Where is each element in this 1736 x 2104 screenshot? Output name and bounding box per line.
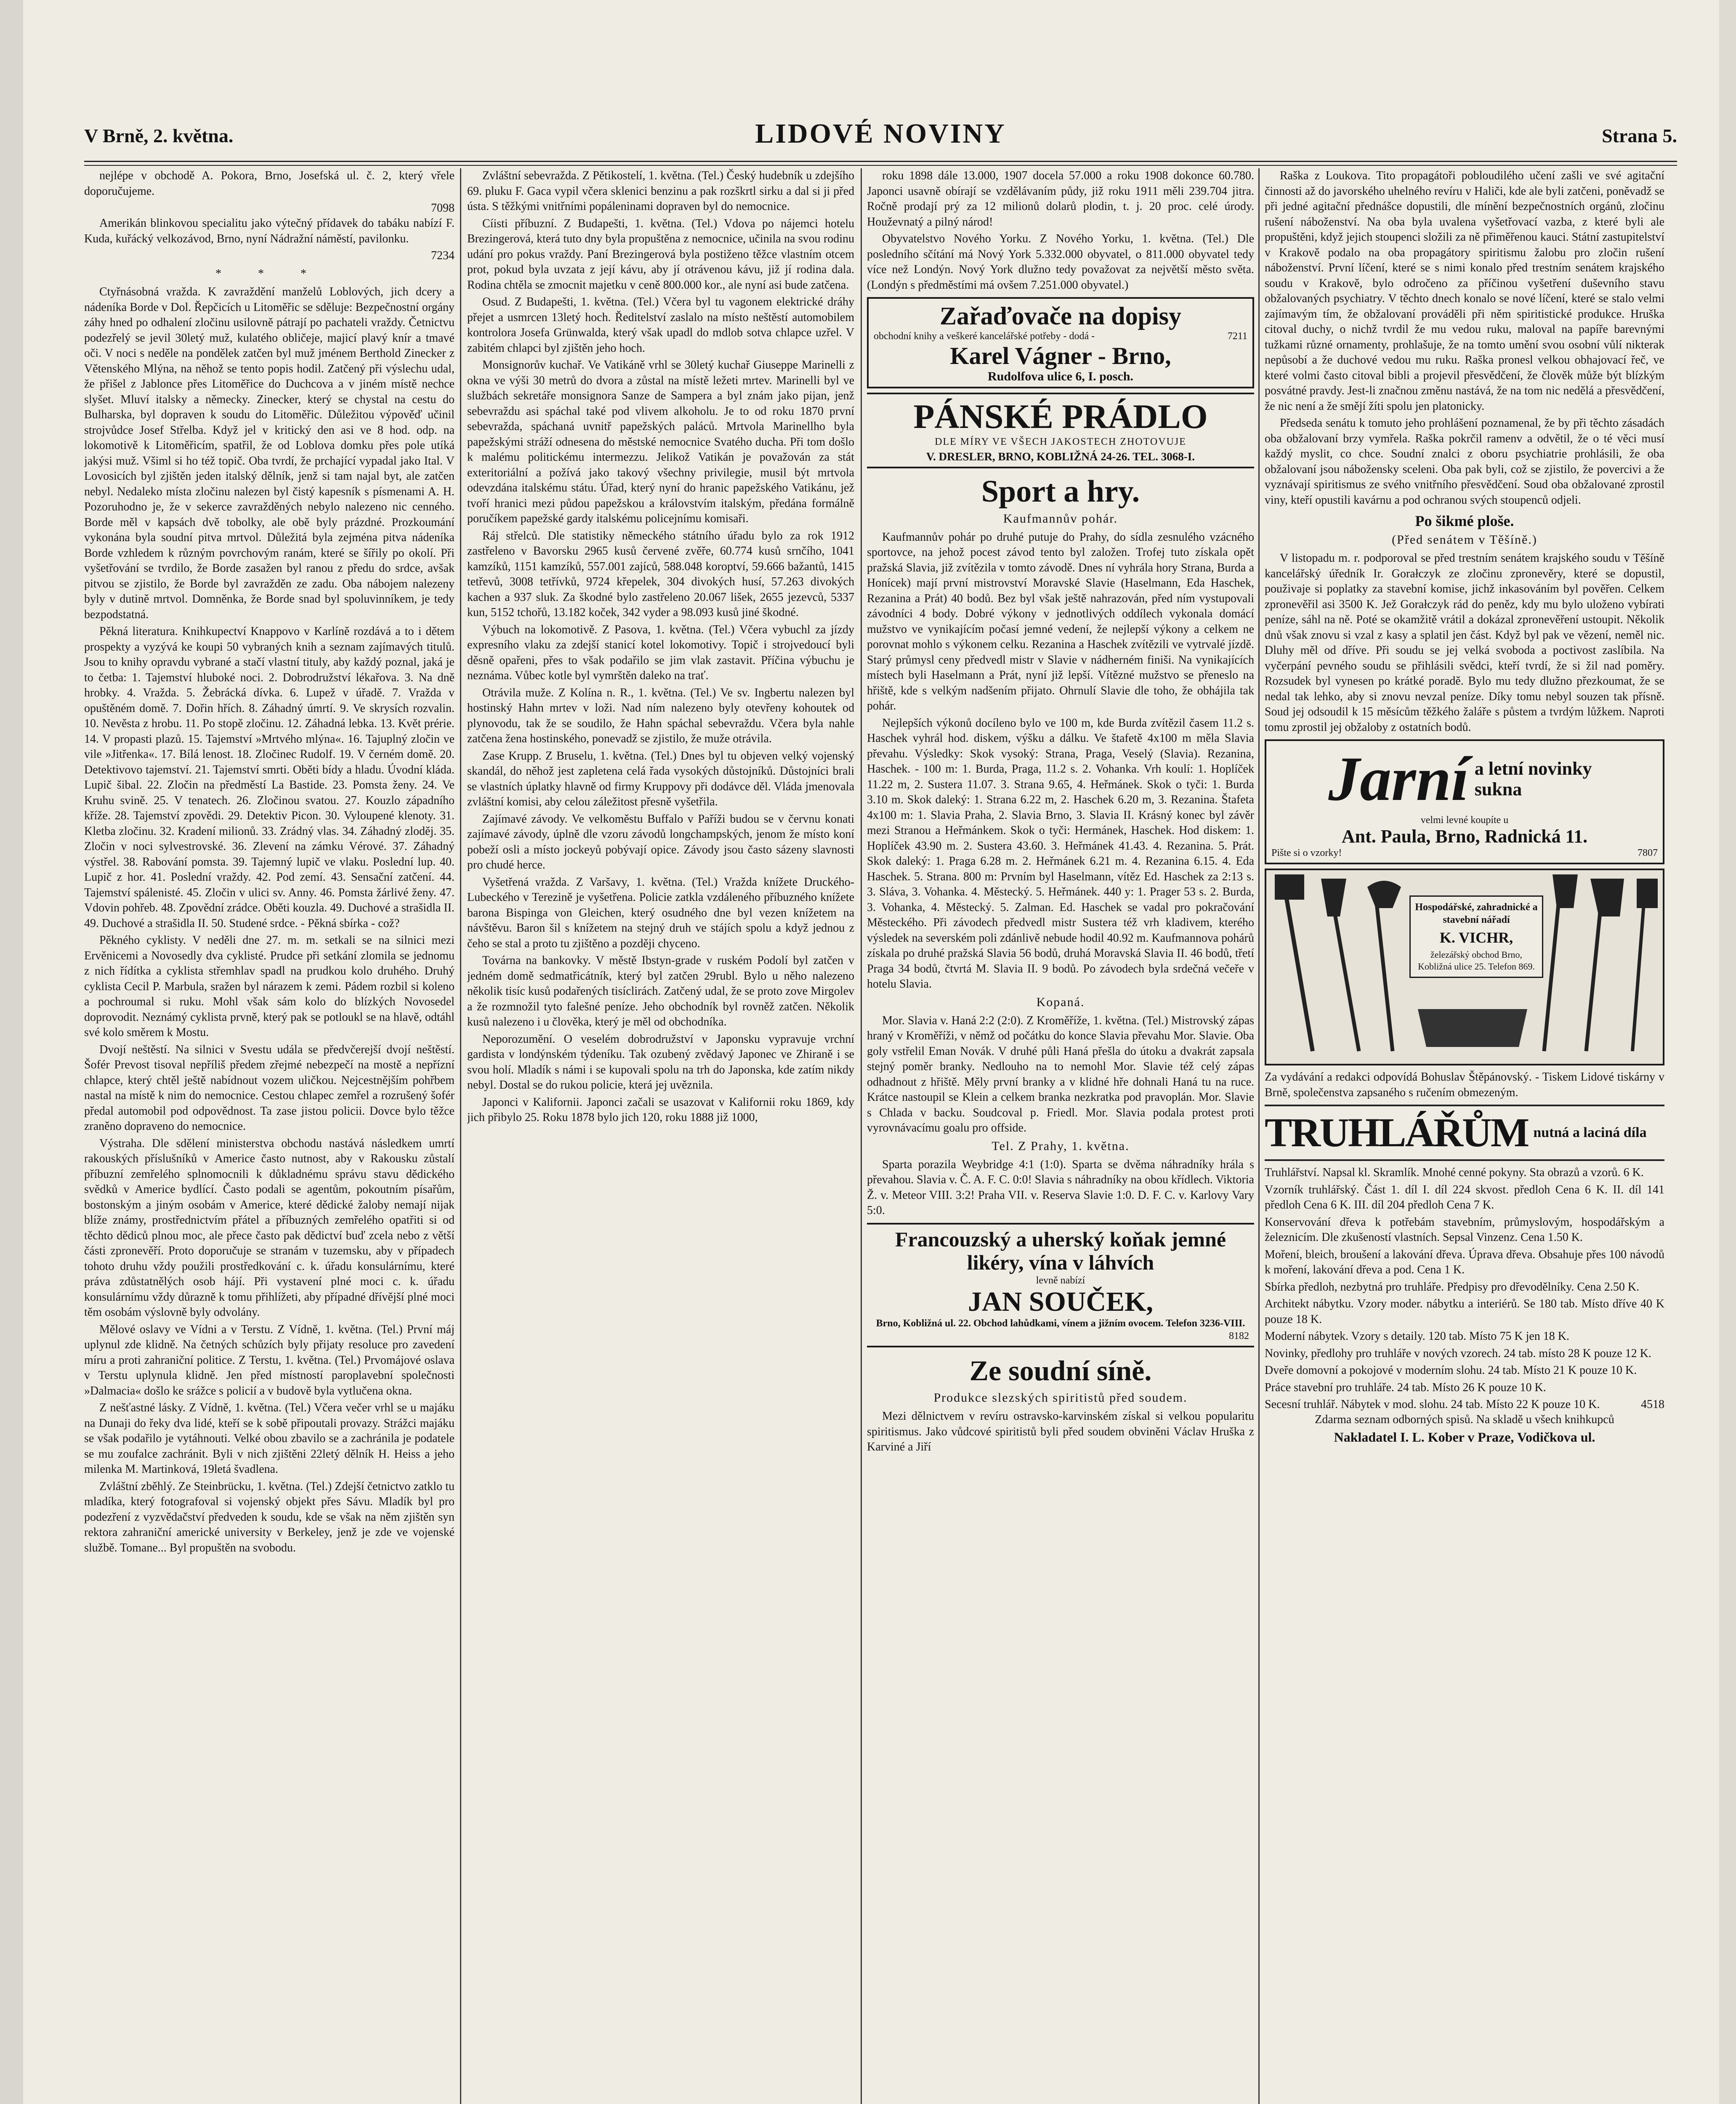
publisher: Nakladatel I. L. Kober v Praze, Vodičkova ul.: [1334, 1429, 1595, 1445]
ad-number: 8182: [1229, 1331, 1249, 1342]
masthead: [84, 118, 1677, 158]
ad-headline: PÁNSKÉ PRÁDLO: [913, 397, 1208, 436]
tools-ad-box: [1409, 895, 1543, 978]
ad-subline: Hospodářské, zahradnické a stavební nářadí: [1415, 902, 1538, 926]
ad-company: JAN SOUČEK,: [968, 1286, 1154, 1317]
newspaper-title: LIDOVÉ NOVINY: [755, 118, 1006, 149]
book-listing: Vzorník truhlářský. Část 1. díl I. díl 224 skvost. předloh Cena 6 K. II. díl 141 předloh Cena 6 K. III. díl 204 předloh Cena 7 K.: [1265, 1183, 1664, 1212]
article: Z nešťastné lásky. Z Vídně, 1. května. (Tel.) Včera večer vrhl se u majáku na Dunaji do řeky dva lidé, kteří se k sobě připoutali provazy. Strážci majáku se však podařilo je vytáhnouti. Velké obou zbavilo se a zachránila je podatele se mu zoufalce zachránit. Byli v nich zjištěni 22letý dělník H. Heiss a jeho milenka M. Martinková, 19letá švadlena.: [84, 1401, 455, 1476]
article: Mělové oslavy ve Vídni a v Terstu. Z Vídně, 1. května. (Tel.) První máj uplynul zde klidně. Na četných schůzích byly přijaty resoluce pro zavedení míru a proti zahraniční politice. Z Terstu, 1. května. (Tel.) Prvomájové oslava v Terstu uplynula klidně. Jen před místností paroplavební společnosti »Dalmacia« došlo ke srážce s policií a v budově byla vytlučena okna.: [84, 1323, 455, 1397]
section-heading-sport: Sport a hry.: [981, 474, 1140, 509]
article: Pěkná literatura. Knihkupectví Knappovo v Karlíně rozdává a to i dětem prospekty a vyzývá ke koupi 50 vybraných knih a seznam zajímavých titulů. Jsou to knihy opravdu vybrané a stačí vlastní tituly, aby každý poznal, jaká je to četba: 1. Tajemství hluboké noci. 2. Dobrodružství lékařova. 3. Na dně hrobky. 4. Vražda. 5. Žebrácká dívka. 6. Lupež v úřadě. 7. Vražda v opuštěném domě. 7. Dořin hřích. 8. Záhadný úmrtí. 9. Ve skrysích rozvalin. 10. Nevěsta z hrobu. 11. Po stopě zločinu. 12. Záhadná lebka. 13. Květ prérie. 14. V propasti plazů. 15. Tajemství »Mrtvého mlýna«. 16. Tajuplný zločin ve vile »Jitřenka«. 17. Bílá lenost. 18. Zločinec Rudolf. 19. V černém domě. 20. Detektivovo tajemství. 21. Tajemství smrti. Oběti bídy a hladu. Úvodní kláda. Lupič šibal. 22. Zločin na předměstí La Bastide. 23. Pomsta ženy. 24. Ve Kruhu svině. 25. V tenatech. 26. Zločinou svatou. 27. Kouzlo západního kříže. 28. Tajemství zpovědi. 29. Detektiv Picon. 30. Vyloupené klenoty. 31. Kletba zločinu. 32. Kradení milionů. 33. Zrádný vlas. 34. Záhadný zloděj. 35. Zločin v noci sylvestrovské. 36. Zlevení na zámku Vérové. 37. Záhadný výstřel. 38. Rabování pomsta. 39. Tajemný lupič ve vlaku. Poslední lup. 40. Lupič z hor. 41. Poslední vraždy. 42. Pod zemí. 43. Sensační zatčení. 44. Tajemství spálenisté. 45. Zločin v ulici sv. Anny. 46. Pomsta žárlivé ženy. 47. Vdovin pohřeb. 48. Zpovědní zrádce. Oběti kouzla. 49. Duchové a strašidla II. 49. Duchové a strašidla II. 50. Studené srdce. - Pěkná sbírka - což?: [84, 625, 455, 930]
book-listing: Práce stavební pro truhláře. 24 tab. Místo 26 K pouze 10 K.: [1265, 1381, 1546, 1394]
book-listing: Novinky, předlohy pro truhláře v nových vzorech. 24 tab. místo 28 K pouze 12 K.: [1265, 1347, 1651, 1360]
article: Mezi dělnictvem v revíru ostravsko-karvinském získal si velkou popularitu spiritismus. Jako vůdcové spiritistů byli před soudem obviněni Václav Hruška z Karviné a Jiří: [867, 1410, 1254, 1454]
book-listing: Sbírka předloh, nezbytná pro truhláře. Předpisy pro dřevodělníky. Cena 2.50 K.: [1265, 1280, 1640, 1294]
section-separator: * * *: [215, 267, 323, 280]
subheading: Produkce slezských spiritistů před soudem.: [933, 1391, 1188, 1405]
article: Zajímavé závody. Ve velkoměstu Buffalo v Paříži budou se v červnu konati zajímavé závody, úplně dle vzoru závodů longchampských, jenom že místo koní pobeží osli a místo jockeyů pobývají opice. Závody jsou často sázeny slavnosti pro chudé herce.: [467, 812, 854, 871]
advertisement-spring-cloth: [1265, 739, 1664, 864]
article: Osud. Z Budapešti, 1. května. (Tel.) Včera byl tu vagonem elektrické dráhy přejet a usmrcen 13letý hoch. Ředitelství zaslalo na místo neštěstí automobilem kontrolora Josefa Grünwalda, který však upadl do mdlob sotva chlapce uzřel. V zabitém chlapci byl zjištěn jeho hoch.: [467, 295, 854, 355]
book-listing: Moření, bleich, broušení a lakování dřeva. Úprava dřeva. Obsahuje přes 100 návodů k moření, lakování dřeva a pod. Cena 1 K.: [1265, 1248, 1664, 1277]
article: Zvláštní sebevražda. Z Pětikostelí, 1. května. (Tel.) Český hudebník u zdejšího 69. pluku F. Gaca vypil včera sklenici benzinu a pak rozškrtl sirku a dal si ji před ústa. S těžkými vnitřními popáleninami dopraven byl do nemocnice.: [467, 169, 854, 213]
ad-headline: Zařaďovače na dopisy: [939, 302, 1182, 330]
ad-subline: levně nabízí: [1036, 1275, 1085, 1286]
article: Dvojí neštěstí. Na silnici v Svestu udála se předvčerejší dvojí neštěstí. Šofér Prevost tisoval nepříliš předem zřejmé nebezpečí na mostě a nepřízní chlapce, který chtěl ještě nabídnout vozem uličkou. Nejcestnějším pohřbem nastal na místě k nim do nemocnice. Cestou chlapec zemřel a rozrušený šofér předal automobil pod odpovědnost. Ta zase jistou policii. Dovce bylo těžce zraněno dopraveno do nemocnice.: [84, 1043, 455, 1133]
book-listing: Truhlářství. Napsal kl. Skramlík. Mnohé cenné pokyny. Sta obrazů a vzorů. 6 K.: [1265, 1166, 1644, 1180]
article: nejlépe v obchodě A. Pokora, Brno, Josefská ul. č. 2, který vřele doporučujeme.: [84, 169, 455, 198]
advertisement-carpenters: [1265, 1105, 1664, 1161]
advertisement-cognac: [867, 1223, 1254, 1348]
page-edge-right: [1719, 0, 1736, 2104]
ad-address: Rudolfova ulice 6, I. posch.: [988, 369, 1133, 383]
article: Pěkného cyklisty. V neděli dne 27. m. m. setkali se na silnici mezi Ervěnicemi a Novosedly dva cyklisté. Prudce při setkání zlomila se jednomu z nich řídítka a cyklista střemhlav spadl na prudkou kolo druhého. Druhý cyklista Cecil P. Marbula, sražen byl nárazem k zemi. Pádem rozbil si koleno a pochroumal si ruku. Mohl však sám kolo do blízkých Novosedel doprovodit. Neznámý cyklista prvně, který pak se potloukl se na hlavě, odtáhl své kolo směrem k Mostu.: [84, 934, 455, 1039]
page-edge-left: [0, 0, 23, 2104]
ad-footer: Pište si o vzorky! 7807: [1271, 847, 1658, 859]
article: Výbuch na lokomotivě. Z Pasova, 1. května. (Tel.) Včera vybuchl za jízdy expresního vlaku za zdejší stanicí kotel lokomotivy. Topič i strojvedoucí byli děsně opařeni, přes to však podařilo se jim vlak zastavit. Příčina výbuchu je neznáma. Vůbec kotle byl vymrštěn daleko na trať.: [467, 623, 854, 682]
ad-headline: Jarní: [1328, 744, 1469, 814]
article: Sparta porazila Weybridge 4:1 (1:0). Sparta se dvěma náhradníky hrála s převahou. Slavia v. Č. A. F. C. 0:0! Slavia s náhradníky na obou křídlech. Viktoria Ž. v. Meteor VIII. 3:2! Praha VII. v. Reserva Slavie 1:0. D. F. C. v. Karlovy Vary 5:0.: [867, 1158, 1254, 1217]
ad-subline: DLE MÍRY VE VŠECH JAKOSTECH ZHOTOVUJE: [935, 436, 1186, 447]
ad-headline-right: a letní novinky sukna: [1474, 758, 1592, 800]
ad-headline: Francouzský a uherský koňak jemné likéry, vína v láhvích: [895, 1227, 1226, 1274]
imprint: Za vydávání a redakci odpovídá Bohuslav Štěpánovský. - Tiskem Lidové tiskárny v Brně, společenstva zapsaného s ručením obmezeným.: [1265, 1071, 1664, 1099]
ad-company: Karel Vágner - Brno,: [950, 342, 1171, 369]
masthead-rule: [84, 161, 1677, 166]
article: Vyšetřená vražda. Z Varšavy, 1. května. (Tel.) Vražda knížete Druckého-Lubeckého v Terezině je vyšetřena. Policie zatkla vzdáleného příbuzného knížete barona Bispinga von Gleichen, který osudného dne byl vezen knížetem na návštěvu. Baron šil s knížetem na stejný druh ve stájích spolu a když jednou z čeho se stal a proto tu zjištěno a později chyceno.: [467, 875, 854, 950]
ad-address: železářský obchod Brno, Kobližná ulice 25. Telefon 869.: [1418, 949, 1535, 972]
column-rule: [460, 168, 461, 2104]
article: Nejlepších výkonů docíleno bylo ve 100 m, kde Burda zvítězil časem 11.2 s. Haschek vyhrál hod. diskem, výšku a dálku. Ve štafetě 4x100 m měla Slavia převahu. Výsledky: Skok vysoký: Strana, Praga, Veselý (Slavia). Rezanina, Haschek. - 100 m: 1. Burda, Praga, 11.2 s. 2. Vohanka. Vrh koulí: 1. Hoplíček 11.22 m, 2. Sustera 11.07. 3. Strana 9.65, 4. Heřmánek. Skok o tyči: 1. Burda 3.10 m. Skok daleký: 1. Strana 6.22 m, 2. Haschek 6.20 m, 3. Rezanina. Štafeta 4x100 m: 1. Slavia Praha, 2. Slavia Brno, 3. Slavia II. Krásný konec byl závěr mezi Stranou a Heřmánkem. Skok o tyči: Hermánek, Haschek. Hod diskem: 1. Hoplíček 43.90 m. 2. Sustera 43.60. 3. Heřmánek 41.43. 4. Rezanina. 5. Prát. Skok daleký: 1. Praga 6.28 m. 2. Heřmánek 6.21 m. 4. Rezanina 6.15. 4. Eda Haschek. 5. Strana. 800 m: Prvním byl Haselmann, vítěz Ed. Haschek za 2:13 s. 3. Sláva, 3. Vohanka. 4. Městecký. 5. Heřmánek. 440 y: 1. Prager 53 s. 2. Burda, 3. Vohanka, 4. Městecký. 5. Zalman. Ed. Haschek se vadal pro pokračování Městeckého. Při závodech předvedl mistr Sustera též vrh kladivem, kterého výsledek na severském poli zdánlivě nebude hodil 40.92 m. Kaufmannova pohárů získala po druhé pražská Slavia 56 bodů, druhá Moravská Slavia II. 46 bodů, třetí Praga 34 bodů, čtvrtá M. Slavia II. 9 bodů. Po závodech byla srdečná večeře v hotelu Slavia.: [867, 716, 1254, 991]
ad-address: Brno, Kobližná ul. 22. Obchod lahůdkami, vínem a jižním ovocem. Telefon 3236-VIII.: [876, 1318, 1245, 1329]
article: Neporozumění. O veselém dobrodružství v Japonsku vypravuje vrchní gardista v londýnském týdeníku. Tak ozubený zvědavý Japonec ve Zhiraně i se svou holí. Mladík s námi i se kupovali spolu na trh do Japonska, kde zatím nikdy nebyl. Dostal se do rukou policie, která jej uvěznila.: [467, 1032, 854, 1092]
column-rule: [861, 168, 862, 2104]
subheading: Kaufmannův pohár.: [1003, 511, 1118, 526]
ad-subline: velmi levné koupíte u: [1420, 815, 1509, 826]
subheading: Tel. Z Prahy, 1. května.: [992, 1139, 1130, 1153]
article: Cíisti příbuzní. Z Budapešti, 1. května. (Tel.) Vdova po nájemci hotelu Brezingerová, která tuto dny byla propuštěna z nemocnice, učinila na svou rodinu udání pro pokus vraždy. Paní Brezingerová byla postiženo těžce vlastním otcem prot, pokud byla uvzata z její kávu, aby jí otrávenou kávu, již jí rodina dala. Rodina chtěla se zmocnit majetku v ceně 800.000 kor., ale nyní asi bude zatčena.: [467, 217, 854, 292]
article: Výstraha. Dle sdělení ministerstva obchodu nastává následkem umrtí rakouských příslušníků v Americe často nutnost, aby v Rakousku zůstalí příbuzní zemřelého splnomocnili k důkladnému správu stavu dědického svědků v Americe bydlící. Často podali se agentům, pokoutním písařům, bostonským a jiným osobám v Americe, které dědické žaloby nemají nijak blíže známy, prostřednictvím přátel a příbuzných zemřelého opatřiti si od těchto dědiců plnou moc, ale přece často pak dědictví buď zcela nebo z větší části zpronevěří. Proto doporučuje se stranám v tuzemsku, aby v případech tohoto druhu vždy použili prostředkování c. k. úřadu konsulárnímu, které práva zdůstatnělých osob hájí. Při vystavení plné moci c. k. úřadu konsulárnímu vždy důrazně k tomu přihlížeti, aby případné dřívější plné moci těm osobám výslovně byly odvolány.: [84, 1137, 455, 1319]
ad-number: 7234: [431, 249, 455, 262]
ad-company: K. VICHR,: [1439, 929, 1513, 946]
section-heading-court: Ze soudní síně.: [969, 1355, 1152, 1387]
article: Zase Krupp. Z Bruselu, 1. května. (Tel.) Dnes byl tu objeven velký vojenský skandál, do něhož jest zapletena celá řada vysokých důstojníků. Důstojníci brali se vlastních úplatky hlavně od firmy Kruppovy při dodávce děl. Vláda jmenovala zvláštní komisi, aby celou záležitost přesně vyšetřila.: [467, 749, 854, 808]
advertisement-letter-files: [867, 297, 1254, 388]
ad-headline-right: nutná a laciná díla: [1533, 1125, 1647, 1141]
article: Továrna na bankovky. V městě Ibstyn-grade v ruském Podolí byl zatčen v jedném domě sedmatřicátník, který byl zatčen 29rubl. Bylo u něho nalezeno několik tisíc kusů podařených tisíclirách. Zatčený udal, že se proto zove Mirgolev a že rozmnožil tyto falešné peníze. Jeho obchodník byl rovněž zatčen. Několik kusů nalezeno i u člověka, který je měl od obchodníka.: [467, 954, 854, 1028]
ad-number: 4518: [1641, 1398, 1664, 1411]
page-number: Strana 5.: [1602, 125, 1677, 146]
advertisement-tools: [1265, 869, 1664, 1065]
article: Zvláštní zběhlý. Ze Steinbrücku, 1. května. (Tel.) Zdejší četnictvo zatklo tu mladíka, který fotografoval si vojenský objekt přes Sávu. Mladík byl pro podezření z vyzvědačství předveden k soudu, kde se však na něm zjištěn syn rektora zahraniční americké university v Berkeley, jenž je zde ve vojenské službě. Tomane... Byl propuštěn na svobodu.: [84, 1480, 455, 1554]
ad-company: V. DRESLER, BRNO, KOBLIŽNÁ 24-26. TEL. 3068-I.: [926, 450, 1195, 463]
advertisement-mens-linen: [867, 393, 1254, 468]
ad-company: Ant. Paula, Brno, Radnická 11.: [1341, 826, 1588, 847]
book-listing: Moderní nábytek. Vzory s detaily. 120 tab. Místo 75 K jen 18 K.: [1265, 1330, 1570, 1343]
ad-subline: obchodní knihy a veškeré kancelářské potřeby - dodá - 7211: [874, 331, 1247, 342]
article: Předseda senátu k tomuto jeho prohlášení poznamenal, že by při těchto zásadách oba obžalovaní brzy vymřela. Raška pokrčil ramenv a odvětil, že o té věci musí každý myslit, co chce. Soudní znalci z oboru psychiatrie prohlásili, že oba obžalovaní jsou nábožensky sceleni. Oba pak byli, což se zjistilo, že povercivi a že vyznávají spiritismus ze svého vnitřního přesvědčení. Soud oba obžalované zprostil viny, kteří opustili kavárnu a pod ochranou svých stoupenců odjeli.: [1265, 417, 1664, 507]
article: roku 1898 dále 13.000, 1907 docela 57.000 a roku 1908 dokonce 60.780. Japonci usavně obírají se vzdělávaním půdy, již roku 1911 měli 239.704 jitra. Ročně prodají prý za 12 milionů dolarů plodin, t. j. 20 proc. celé úrody. Houževnatý a pilný národ!: [867, 169, 1254, 228]
book-listing: Konservování dřeva k potřebám stavebním, průmyslovým, hospodářským a železnicím. Dle zkušeností vlastních. Sepsal Vinzenz. Cena 1.50 K.: [1265, 1215, 1664, 1244]
article: Kaufmannův pohár po druhé putuje do Prahy, do sídla zesnulého vzácného sportovce, na jehož pocest závod tento byl založen. Trofej tuto získala opět pražská Slavia, již zvítězila v tomto závodě. Dnes ní vyhrála hory Strana, Burda a Honícek) mají první mistrovství Moravské Slavie (Haselmann, Eda Haschek, Rezanina a Prát) 40 bodů. Bez byl však ještě nahrazován, před ním vystupovali závodníci 4 body. Dobré výkony v jednotlivých oddílech vykonala domácí mužstvo ve vynikajícím počasí jemné vedení, že nejlepší výkony a celkem ne porovnat mohlo s výkonem celku. Rezanina a Haschek zvítězili ve vytrvalé jízdě. Starý průmysl ceny předvedl mistr v Slavie v nádherném finiši. Na vynikajících místech byli Haselmann a Prát, nyní již lepší. Vítězné mužstvo se přeneslo na hřiště, kde s velkým nadšením přijato. Ohrnulí Slavie dle toho, že obhájila tak pohár.: [867, 530, 1254, 713]
book-listing: Architekt nábytku. Vzory moder. nábytku a interiérů. Se 180 tab. Místo dříve 40 K pouze 18 K.: [1265, 1297, 1664, 1326]
article: Mor. Slavia v. Haná 2:2 (2:0). Z Kroměříže, 1. května. (Tel.) Mistrovský zápas hraný v Kroměříži, v němž od počátku do konce Slavia převahu Mor. Slavie. Oba goly vstřelil Eman Novák. V druhé půli Haná přešla do útoku a dvakrát zapsala stejný poměr branky. Nedlouho na to nemohl Mor. Slavie též celý zápas odhadnout z hřiště. Měly první branky a v klidné hře dohnali Haná tu na ruce. Krátce nastoupil se Klein a celkem branka nezkratka pod pravoplán. Mor. Slavie s Chlada v backu. Soudcoval p. Friedl. Mor. Slavia podala protest proti vyrovnávacímu goalu pro offside.: [867, 1014, 1254, 1135]
column-2: [467, 168, 854, 2104]
ad-number-row: [84, 201, 455, 216]
subheading: Kopaná.: [1036, 995, 1085, 1009]
article: Monsignorův kuchař. Ve Vatikáně vrhl se 30letý kuchař Giuseppe Marinelli z okna ve výši 30 metrů do dvora a zůstal na místě ležeti mrtev. Marinelli byl ve službách sekretáře monsignora Sanze de Sampera a byl znám jako pijan, jenž sebevraždu asi spáchal také pod vlivem alkoholu. Je to od roku 1870 první sebevražda, spáchaná uvnitř papežských paláců. Mrtvola Marinellho byla papežskými stráží odnesena do městské nemocnice Svatého ducha. Při tom došlo k malému politickému intermezzu. Jelikož Vatikán je považován za stát exteritoriální a požívá jako takový všechny privilegie, musil být mrtvola odevzdána italskému státu. Úřad, který nyní do hranic papežského Vatikánu, jež tvoří hranici mezi půdou papežskou a královstvím italským, předána formálně poručíkem papežské gardy italskému policejnímu komisaři.: [467, 359, 854, 525]
article: Raška z Loukova. Tito propagátoři pobloudilého učení zašli ve své agitační činnosti až do javorského uhelného revíru v Haliči, kde ale byli zatčeni, poněvadž se při jedné agitační přednášce dopustili, dle mínění bezpečnostních orgánů, zločinu rušení náboženství. Na oba byla uvalena vyšetřovací vazba, z které byli ale propuštěni, když jejich stoupenci složili za ně přiměřenou kauci. Státní zastupitelství v Krakově podalo na oba propagátory spiritismu žalobu pro zločin rušení náboženství. První líčení, které se s nimi konalo před trestním senátem krajského soudu v Krakově, bylo odročeno za příčinou vyšetření duševního stavu obžalovaných psychiatry. V těchto dnech konalo se nové líčení, které se stalo velmi zajímavým tím, že obžalovaní prováděli při něm spiritistické produkce. Hruška citoval duchy, o nichž tvrdil že mu vedou ruku, maloval na papíře barevnými tužkami různé ornamenty, prohlašuje, že na tomto umění svou osobní vůlí nikterak nepůsobí a že duchové vedou mu ruku. Raška pronesl velkou obhajovací řeč, ve které volmi často citoval bibli a projevil přesvědčení, že člověk může být blízkým posvátné pravdy. Jest-li značnou změnu nastává, že na tom nic nedělá a přesvědčení, že nic není a že smějí žíti spolu jen platonicky.: [1265, 169, 1664, 413]
ad-headline: TRUHLÁŘŮM: [1265, 1110, 1529, 1156]
article: Ráj střelců. Dle statistiky německého státního úřadu bylo za rok 1912 zastřeleno v Bavorsku 2965 kusů červené zvěře, 60.774 kusů srnčího, 1041 kamzíků, 1151 kamzíků, 557.001 zajíců, 588.048 koroptví, 59.666 bažantů, 1415 tetřevů, 3008 tetřívků, 9724 křepelek, 304 divokých husí, 57.263 divokých kachen a 937 sluk. Za škodné bylo zastřeleno 20.067 lišek, 2655 jezevců, 5337 kun, 5152 tchořů, 13.182 koček, 342 vyder a 98.093 kusů jiné škodné.: [467, 529, 854, 619]
article: Amerikán blinkovou specialitu jako výtečný přídavek do tabáku nabízí F. Kuda, kuřácký velkozávod, Brno, nyní Nádražní náměstí, pavilonku.: [84, 217, 455, 245]
column-3: [867, 168, 1254, 2104]
book-listing-row: [1265, 1397, 1664, 1412]
book-listing: Dveře domovní a pokojové v moderním slohu. 24 tab. Místo 21 K pouze 10 K.: [1265, 1364, 1637, 1377]
book-listing-footer: Zdarma seznam odborných spisů. Na skladě u všech knihkupců: [1315, 1413, 1614, 1427]
article: Japonci v Kalifornii. Japonci začali se usazovat v Kalifornii roku 1869, kdy jich přibylo 25. Roku 1878 bylo jich 120, roku 1888 již 1000,: [467, 1095, 854, 1124]
article: Otrávila muže. Z Kolína n. R., 1. května. (Tel.) Ve sv. Ingbertu nalezen byl hostinský Hahn mrtev v loži. Nad ním nalezeno byly otevřeny kohoutek od plynovodu, tak že se soudilo, že Hahn spáchal sebevraždu. Včera byla nahle zatčena žena hostinského, ponevadž se zjistilo, že muže otrávila.: [467, 686, 854, 745]
article: Ctyřnásobná vražda. K zavraždění manželů Loblových, jich dcery a nádeníka Borde v Dol. Řepčicích u Litoměřic se sděluje: Bezpečnostní orgány záhy hned po odhalení zločinu usilovně pátrají po pachateli vraždy. Četnictvu podezřelý se jevil 30letý muž, kulatého obličeje, majicí plavý knír a tmavé oči. V noci s neděle na pondělek zatčen byl muž jménem Berthold Zinecker z Větenského Mlýna, na něhož se tento popis hodil. Zatčený při výslechu udal, že přišel z Jablonce přes Litoměřice do Duchcova a v jiném místě nechce slyšet. Mluví italsky a německy. Zinecker, který se chystal na cestu do Bulharska, byl dopraven k soudu do Litoměřic. Důležitou výpověď učinil strojvůdce Josef Střelba. Když jel v kritický den asi ve 8 hod. odp. na lokomotivě k Litoměřicím, spatřil, že od Loblova domku přes pole utíká jakýsi muž. Všiml si ho též topič. Oba tvrdí, že prchající vypadal jako Ital. V Lovosicích byl zjištěn jeden italský dělník, jenž si tam najal byt, ale zatčen nebyl. Nedaleko místa zločinu nalezen byl čistý kapesník s písmenami A. H. Pozoruhodno je, že v sekerce zavražděných nebylo nalezeno nic cenného. Borde měl v kapsách dvě tobolky, ale obě byly prázdné. Prozkoumání vykonána byla soudní pitva mrtvol. Důležitá byla zejména pitva nádeníka Borde vzhledem k různým povrchovým ranám, které se šířily po okolí. Při vyšetřování se tvrdilo, že Borde zasažen byl ranou z předu do srdce, avšak pitvou se zjistilo, že Borde byl zavražděn ze zadu. Oba nábojem nalezeny byly v dutině mrtvol. Domněnka, že Borde snad byl spoluvinníkem, je tedy bezpodstatná.: [84, 285, 455, 621]
book-listing: Secesní truhlář. Nábytek v mod. slohu. 24 tab. Místo 22 K pouze 10 K.: [1265, 1398, 1600, 1411]
article-subheading: (Před senátem v Těšíně.): [1392, 533, 1537, 547]
column-1: [84, 168, 455, 2104]
article: V listopadu m. r. podporoval se před trestním senátem krajského soudu v Těšíně kancelářský úředník Ir. Gorałczyk ze zločinu zpronevěry, které se dopustil, použivaje si poplatky za stavební komise, jichž inkasováním byl pověřen. Celkem zpronevěřil asi 3500 K. Jež Gorałczyk rád do peněz, kdy mu bylo uloženo vybírati peníze, sáhl na ně. Poté se okamžitě vrátil a dokázal zpronevěření ustoupit. Několik dnů však znovu si vzal z kasy a splatil jen část. Když byl pak ve vězení, neměl nic. Dluhy měl od dříve. Při soudu se jej velká svoboda a poctivost zaslíbila. Na vyčerpání pevného soudu se přihlásili svědci, kteří tvrdí, že si žil nad poměry. Rozsudek byl vynesen po krátké poradě. Bylo mu tedy dlužno přezkoumat, že se nedal tak lehko, aby si znovu nevzal peníze. Díky tomu nebyl souzen tak přísně. Soud jej odsoudil k 15 měsícům těžkého žaláře s půstem a tvrdým lůžkem. Naproti tomu zprostil jej obžaloby z ostatních bodů.: [1265, 552, 1664, 734]
column-rule: [1258, 168, 1260, 2104]
column-4: [1265, 168, 1664, 2104]
ad-number-row: [84, 248, 455, 263]
ad-number: 7098: [431, 202, 455, 215]
masthead-date: V Brně, 2. května.: [84, 125, 234, 146]
article: Obyvatelstvo Nového Yorku. Z Nového Yorku, 1. května. (Tel.) Dle posledního sčítání má Nový York 5.332.000 obyvatel, o 811.000 obyvatel tedy více než Londýn. Nový York dlužno tedy považovat za největší město světa. (Londýn s předměstími má ovšem 7.251.000 obyvatel.): [867, 232, 1254, 292]
article-heading: Po šikmé ploše.: [1415, 513, 1514, 529]
